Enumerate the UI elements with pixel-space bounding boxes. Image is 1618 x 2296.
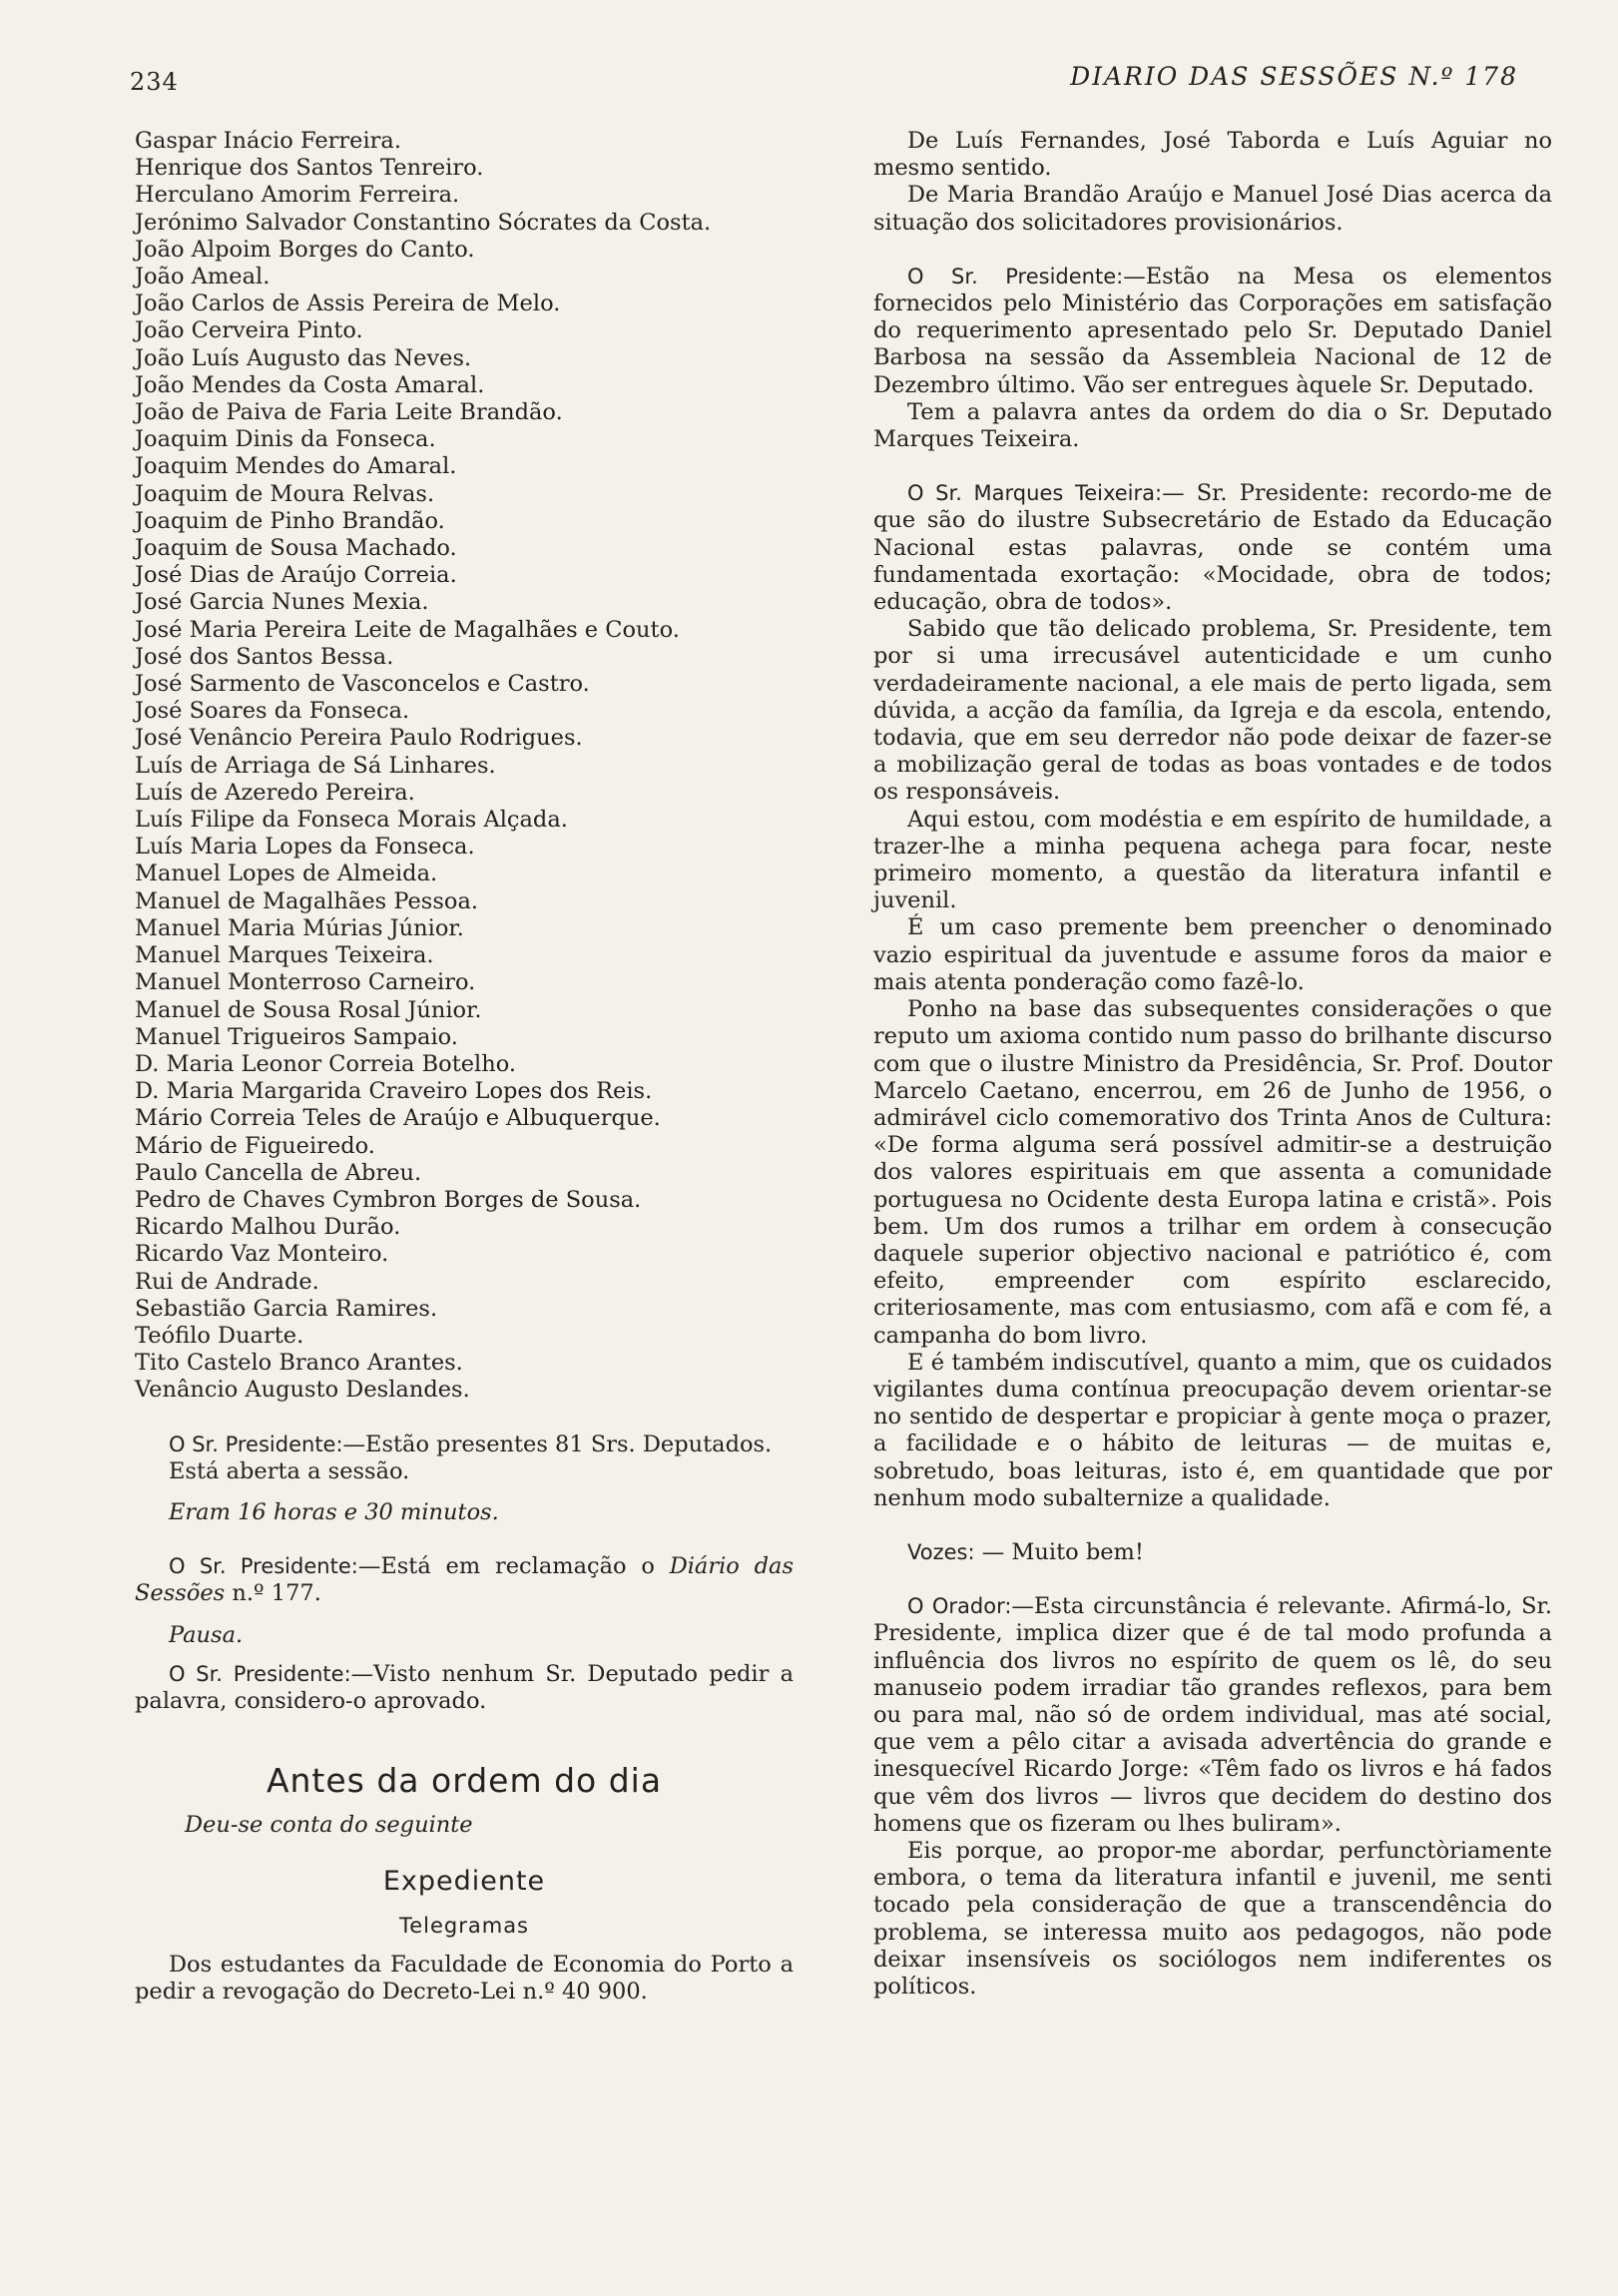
deputy-name: Mário de Figueiredo. <box>135 1132 375 1159</box>
deputy-name: Joaquim de Sousa Machado. <box>135 535 457 562</box>
paragraph-r3: O Sr. Presidente:—Estão na Mesa os elementos fornecidos pelo Ministério das Corporações em satisfação do requerimento apresentado pelo Sr. Deputado Daniel Barbosa na sessão da Assembleia Nacional de 12 de Dezembro último. Vão ser entregues àquele Sr. Deputado. <box>873 263 1553 398</box>
paragraph-r10: E é também indiscutível, quanto a mim, que os cuidados vigilantes duma contínua preocupação devem orientar-se no sentido de despertar e propiciar à gente moça o prazer, a facilidade e o hábito de leituras — de muitas e, sobretudo, boas leituras, isto é, em quantidade que por nenhum modo subalternize a qualidade. <box>873 1349 1552 1511</box>
deputy-name: Venâncio Augusto Deslandes. <box>135 1377 470 1404</box>
left-column <box>135 128 794 2006</box>
speaker-label: O Sr. Marques Teixeira: <box>907 481 1163 506</box>
deputy-name: José Soares da Fonseca. <box>135 698 410 725</box>
deputy-name: João Mendes da Costa Amaral. <box>135 371 485 398</box>
paragraph-aprovado: O Sr. Presidente:—Visto nenhum Sr. Deputado pedir a palavra, considero-o aprovado. <box>135 1660 794 1714</box>
note-pause: Pausa. <box>169 1621 244 1648</box>
paragraph-r2: De Maria Brandão Araújo e Manuel José Dias acerca da situação dos solicitadores provisionários. <box>873 182 1552 236</box>
section-subtitle: Deu-se conta do seguinte <box>185 1812 473 1839</box>
deputy-name: José Dias de Araújo Correia. <box>135 562 457 589</box>
deputy-name: Manuel de Magalhães Pessoa. <box>135 887 479 914</box>
speaker-label: O Sr. Presidente: <box>169 1432 343 1456</box>
paragraph-vozes: Vozes: — Muito bem! <box>907 1538 1144 1565</box>
deputy-name: D. Maria Margarida Craveiro Lopes dos Reis. <box>135 1078 653 1105</box>
deputy-name: Jerónimo Salvador Constantino Sócrates da Costa. <box>135 209 712 236</box>
speaker-label: O Orador: <box>907 1594 1012 1619</box>
paragraph-telegrama: Dos estudantes da Faculdade de Economia do Porto a pedir a revogação do Decreto-Lei n.º 40 900. <box>135 1951 794 2006</box>
right-column <box>873 128 1552 2001</box>
deputy-name: Sebastião Garcia Ramires. <box>135 1295 438 1322</box>
paragraph-r7: Aqui estou, com modéstia e em espírito de humildade, a trazer-lhe a minha pequena achega para focar, neste primeiro momento, a questão da literatura infantil e juvenil. <box>873 806 1552 914</box>
paragraph-reclamacao: O Sr. Presidente:—Está em reclamação o Diário das Sessões n.º 177. <box>135 1553 794 1607</box>
deputy-name: João de Paiva de Faria Leite Brandão. <box>135 399 563 426</box>
deputy-name: Luís de Azeredo Pereira. <box>135 779 415 806</box>
deputy-name: Herculano Amorim Ferreira. <box>135 182 460 209</box>
deputy-name: Luís Maria Lopes da Fonseca. <box>135 834 475 861</box>
deputy-name: João Alpoim Borges do Canto. <box>135 236 475 263</box>
deputy-name: Manuel Lopes de Almeida. <box>135 861 438 887</box>
deputy-name: D. Maria Leonor Correia Botelho. <box>135 1050 517 1077</box>
paragraph-presidente-presentes: O Sr. Presidente:—Estão presentes 81 Srs. Deputados. <box>169 1431 773 1457</box>
deputy-name: José Maria Pereira Leite de Magalhães e Couto. <box>135 616 680 643</box>
deputy-name: Henrique dos Santos Tenreiro. <box>135 155 484 182</box>
diario-title: Diário das Sessões <box>135 1553 794 1607</box>
deputy-name: Manuel Maria Múrias Júnior. <box>135 914 464 941</box>
speaker-label: O Sr. Presidente: <box>907 264 1124 288</box>
paragraph-orador: O Orador:—Esta circunstância é relevante. Afirmá-lo, Sr. Presidente, implica dizer que é de tal modo profunda a influência dos livros no espírito de quem os lê, do seu manuseio podem irradiar tão grandes reflexos, para bem ou para mal, não só de ordem individual, mas até social, que vem a pêlo citar a avisada advertência do grande e inesquecível Ricardo Jorge: «Têm fado os livros e há fados que vêm dos livros — livros que decidem do destino dos homens que os fizeram ou lhes buliram». <box>873 1593 1552 1837</box>
deputy-name: João Ameal. <box>135 264 270 290</box>
expediente-heading: Expediente <box>382 1865 546 1897</box>
deputy-name: João Luís Augusto das Neves. <box>135 344 472 371</box>
deputy-name: Teófilo Duarte. <box>135 1322 304 1349</box>
page-number: 234 <box>130 68 179 96</box>
paragraph-sessao-aberta: Está aberta a sessão. <box>169 1457 410 1484</box>
paragraph-r5: O Sr. Marques Teixeira:— Sr. Presidente: recordo-me de que são do ilustre Subsecretário de Estado da Educação Nacional estas palavras, onde se contém uma fundamentada exortação: «Mocidade, obra de todos; educação, obra de todos». <box>873 480 1552 616</box>
deputy-name: Ricardo Vaz Monteiro. <box>135 1241 389 1268</box>
deputy-name: Luís Filipe da Fonseca Morais Alçada. <box>135 807 568 834</box>
section-title: Antes da ordem do dia <box>266 1761 663 1801</box>
deputies-list <box>135 128 794 1405</box>
paragraph-r6: Sabido que tão delicado problema, Sr. Presidente, tem por si uma irrecusável autenticidade e um cunho verdadeiramente nacional, a ele mais de perto ligada, sem dúvida, a acção da família, da Igreja e da escola, entendo, todavia, que em seu derredor não pode deixar de fazer-se a mobilização geral de todas as boas vontades e de todos os responsáveis. <box>873 616 1552 806</box>
note-time: Eram 16 horas e 30 minutos. <box>169 1498 499 1525</box>
speaker-label: O Sr. Presidente: <box>169 1554 358 1579</box>
deputy-name: Luís de Arriaga de Sá Linhares. <box>135 752 496 779</box>
deputy-name: Mário Correia Teles de Araújo e Albuquerque. <box>135 1105 661 1132</box>
deputy-name: Joaquim de Pinho Brandão. <box>135 507 445 534</box>
running-head: DIARIO DAS SESSÕES N.º 178 <box>1070 62 1518 91</box>
paragraph-r4: Tem a palavra antes da ordem do dia o Sr. Deputado Marques Teixeira. <box>873 398 1552 453</box>
deputy-name: Manuel Trigueiros Sampaio. <box>135 1023 458 1050</box>
deputy-name: José dos Santos Bessa. <box>135 643 394 670</box>
deputy-name: Manuel Monterroso Carneiro. <box>135 969 476 996</box>
telegramas-heading: Telegramas <box>398 1913 530 1938</box>
speaker-label: O Sr. Presidente: <box>169 1661 351 1686</box>
paragraph-r13: Eis porque, ao propor-me abordar, perfunctòriamente embora, o tema da literatura infantil e juvenil, me senti tocado pela consideração de que a transcendência do problema, se interessa muito aos pedagogos, não pode deixar insensíveis os sociólogos nem indiferentes os políticos. <box>873 1837 1552 2000</box>
deputy-name: Gaspar Inácio Ferreira. <box>135 128 401 154</box>
speaker-label: Vozes: <box>907 1539 975 1564</box>
deputy-name: Pedro de Chaves Cymbron Borges de Sousa. <box>135 1186 642 1213</box>
deputy-name: Ricardo Malhou Durão. <box>135 1214 401 1241</box>
deputy-name: Joaquim Mendes do Amaral. <box>135 453 457 480</box>
deputy-name: Paulo Cancella de Abreu. <box>135 1159 422 1186</box>
deputy-name: Joaquim de Moura Relvas. <box>135 480 435 507</box>
deputy-name: José Sarmento de Vasconcelos e Castro. <box>135 671 590 698</box>
deputy-name: Tito Castelo Branco Arantes. <box>135 1350 463 1377</box>
deputy-name: José Venâncio Pereira Paulo Rodrigues. <box>135 725 583 752</box>
paragraph-r8: É um caso premente bem preencher o denominado vazio espiritual da juventude e assume foros da maior e mais atenta ponderação como fazê-lo. <box>873 914 1552 995</box>
paragraph-r1: De Luís Fernandes, José Taborda e Luís Aguiar no mesmo sentido. <box>873 128 1552 182</box>
deputy-name: Manuel Marques Teixeira. <box>135 942 434 969</box>
deputy-name: Manuel de Sousa Rosal Júnior. <box>135 996 482 1023</box>
deputy-name: José Garcia Nunes Mexia. <box>135 589 429 616</box>
paragraph-r9: Ponho na base das subsequentes considerações o que reputo um axioma contido num passo do brilhante discurso com que o ilustre Ministro da Presidência, Sr. Prof. Doutor Marcelo Caetano, encerrou, em 26 de Junho de 1956, o admirável ciclo comemorativo dos Trinta Anos de Cultura: «De forma alguma será possível admitir-se a destruição dos valores espirituais em que assenta a comunidade portuguesa no Ocidente desta Europa latina e cristã». Pois bem. Um dos rumos a trilhar em ordem à consecução daquele superior objectivo nacional e patriótico é, com efeito, empreender com espírito esclarecido, criteriosamente, mas com entusiasmo, com afã e com fé, a campanha do bom livro. <box>873 996 1552 1349</box>
deputy-name: Joaquim Dinis da Fonseca. <box>135 426 436 453</box>
deputy-name: Rui de Andrade. <box>135 1268 319 1295</box>
deputy-name: João Cerveira Pinto. <box>135 317 363 344</box>
deputy-name: João Carlos de Assis Pereira de Melo. <box>135 290 561 317</box>
